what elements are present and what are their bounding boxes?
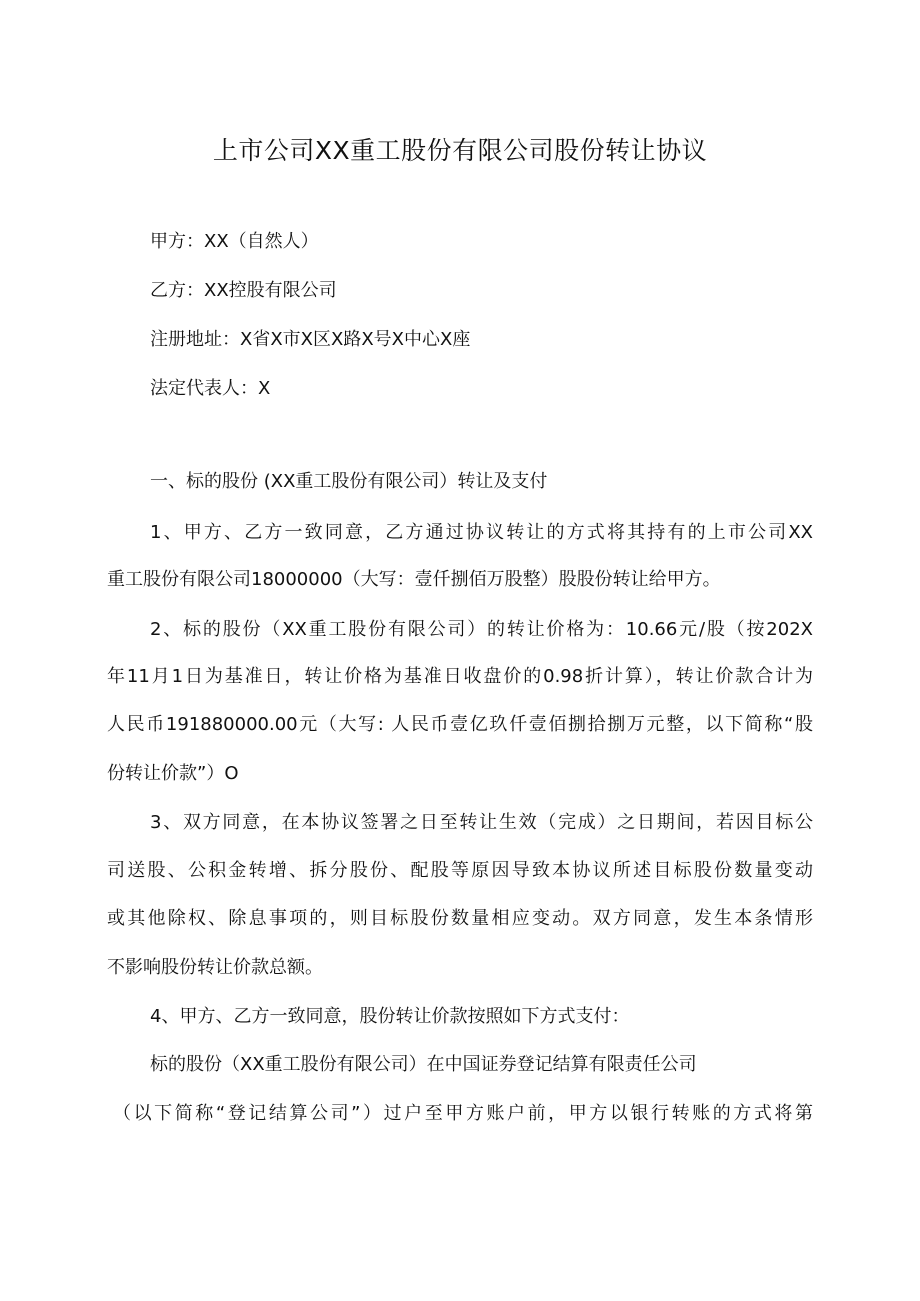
clause-2-line-2: 年11月1日为基准日，转让价格为基准日收盘价的0.98折计算），转让价款合计为 <box>107 666 813 687</box>
clause-4-line-3: （以下简称“登记结算公司”）过户至甲方账户前，甲方以银行转账的方式将第 <box>113 1103 813 1124</box>
clause-3-line-4: 不影响股份转让价款总额。 <box>107 957 323 978</box>
clause-4-line-1: 4、甲方、乙方一致同意，股份转让价款按照如下方式支付： <box>150 1006 630 1027</box>
clause-4-line-2: 标的股份（XX重工股份有限公司）在中国证券登记结算有限责任公司 <box>150 1054 697 1075</box>
legal-representative: 法定代表人：X <box>150 378 271 399</box>
registered-address: 注册地址：X省X市X区X路X号X中心X座 <box>150 329 471 350</box>
clause-3-line-1: 3、双方同意，在本协议签署之日至转让生效（完成）之日期间，若因目标公 <box>150 812 813 833</box>
party-b: 乙方：XX控股有限公司 <box>150 280 337 301</box>
clause-1-line-1: 1、甲方、乙方一致同意，乙方通过协议转让的方式将其持有的上市公司XX <box>150 522 813 543</box>
clause-3-line-2: 司送股、公积金转增、拆分股份、配股等原因导致本协议所述目标股份数量变动 <box>107 860 813 881</box>
clause-2-line-1: 2、标的股份（XX重工股份有限公司）的转让价格为：10.66元/股（按202X <box>150 619 813 640</box>
clause-2-line-3: 人民币191880000.00元（大写: 人民币壹亿玖仟壹佰捌拾捌万元整，以下简称“股 <box>107 714 813 735</box>
clause-1-line-2: 重工股份有限公司18000000（大写：壹仟捌佰万股整）股股份转让给甲方。 <box>107 569 721 590</box>
section-heading: 一、标的股份 (XX重工股份有限公司）转让及支付 <box>150 471 548 492</box>
clause-3-line-3: 或其他除权、除息事项的，则目标股份数量相应变动。双方同意，发生本条情形 <box>107 908 813 929</box>
clause-2-line-4: 份转让价款”）O <box>107 763 239 784</box>
party-a: 甲方：XX（自然人） <box>150 231 319 252</box>
document-title: 上市公司XX重工股份有限公司股份转让协议 <box>212 136 708 165</box>
